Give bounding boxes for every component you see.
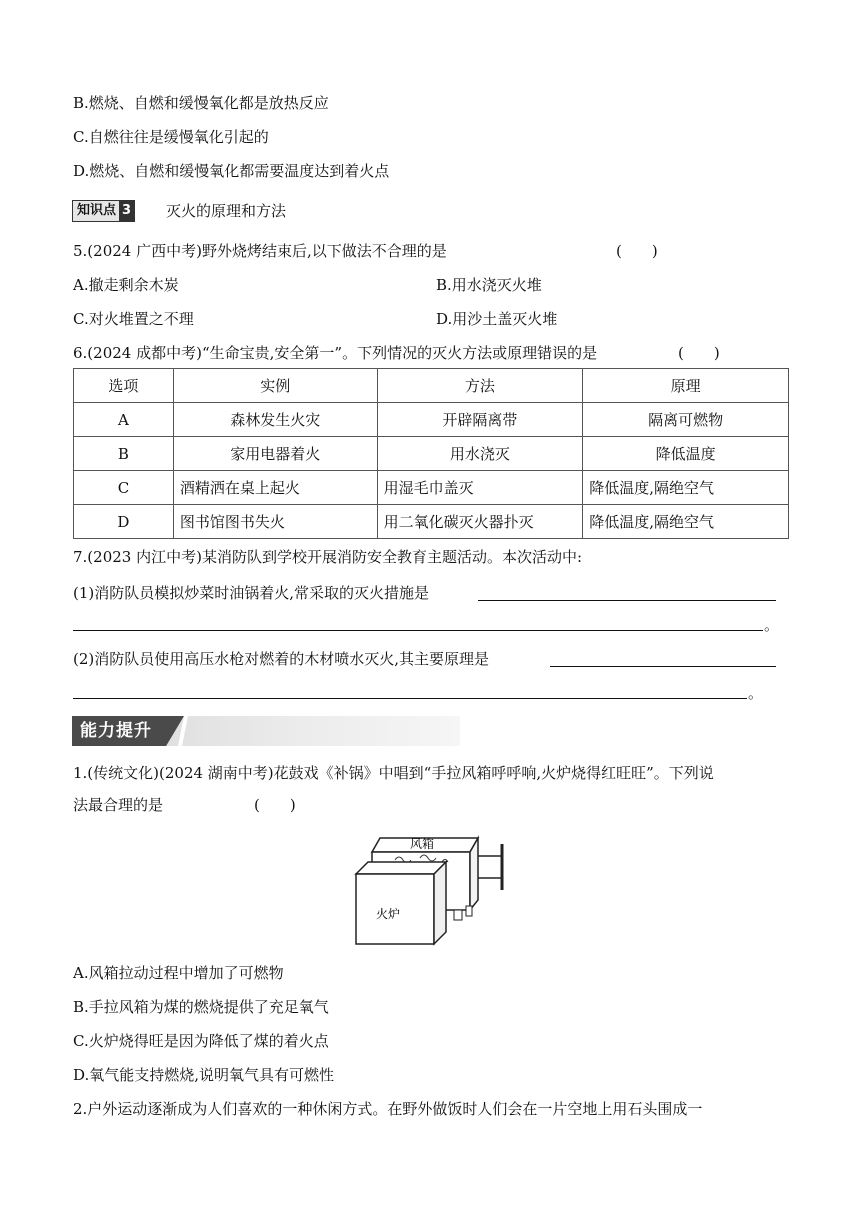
cell-option: D bbox=[74, 505, 174, 539]
cell-option: B bbox=[74, 437, 174, 471]
q7-part1-answer-line-2[interactable] bbox=[73, 630, 763, 631]
ab2-stem: 2.户外运动逐渐成为人们喜欢的一种休闲方式。在野外做饭时人们会在一片空地上用石头围成一 bbox=[73, 1100, 703, 1118]
table-row bbox=[74, 505, 789, 539]
cell-method: 用二氧化碳灭火器扑灭 bbox=[377, 505, 583, 539]
cell-example: 酒精洒在桌上起火 bbox=[173, 471, 377, 505]
ab1-stem-line-2: 法最合理的是 bbox=[73, 796, 164, 814]
q7-part1-answer-line-1[interactable] bbox=[478, 600, 776, 601]
cell-option: A bbox=[74, 403, 174, 437]
q7-part2-answer-line-1[interactable] bbox=[550, 666, 776, 667]
table-row bbox=[74, 437, 789, 471]
knowledge-point-number: 3 bbox=[119, 201, 134, 221]
knowledge-point-title: 灭火的原理和方法 bbox=[166, 202, 287, 220]
option-c: C.自燃往往是缓慢氧化引起的 bbox=[73, 128, 269, 146]
q7-part2-period: 。 bbox=[748, 684, 764, 702]
fire-methods-table bbox=[73, 368, 789, 539]
cell-example: 森林发生火灾 bbox=[173, 403, 377, 437]
ab1-option-b: B.手拉风箱为煤的燃烧提供了充足氧气 bbox=[73, 998, 329, 1016]
q5-option-b: B.用水浇灭火堆 bbox=[436, 276, 542, 294]
bellows-label: 风箱 bbox=[410, 837, 435, 851]
cell-principle: 降低温度 bbox=[583, 437, 789, 471]
furnace-label: 火炉 bbox=[376, 907, 401, 921]
header-principle: 原理 bbox=[583, 369, 789, 403]
q5-option-d: D.用沙土盖灭火堆 bbox=[436, 310, 558, 328]
option-d: D.燃烧、自燃和缓慢氧化都需要温度达到着火点 bbox=[73, 162, 390, 180]
cell-principle: 隔离可燃物 bbox=[583, 403, 789, 437]
cell-method: 用湿毛巾盖灭 bbox=[377, 471, 583, 505]
knowledge-point-badge bbox=[72, 200, 135, 222]
table-header-row bbox=[74, 369, 789, 403]
ab1-answer-paren: ( ) bbox=[254, 796, 296, 814]
q6-answer-paren: ( ) bbox=[678, 344, 720, 362]
ability-section-title: 能力提升 bbox=[80, 721, 152, 741]
cell-method: 开辟隔离带 bbox=[377, 403, 583, 437]
ab1-option-a: A.风箱拉动过程中增加了可燃物 bbox=[73, 964, 284, 982]
table-row bbox=[74, 471, 789, 505]
option-b: B.燃烧、自燃和缓慢氧化都是放热反应 bbox=[73, 94, 329, 112]
header-method: 方法 bbox=[377, 369, 583, 403]
q7-part2-answer-line-2[interactable] bbox=[73, 698, 747, 699]
q5-option-c: C.对火堆置之不理 bbox=[73, 310, 194, 328]
ab1-option-c: C.火炉烧得旺是因为降低了煤的着火点 bbox=[73, 1032, 329, 1050]
ab1-stem-line-1: 1.(传统文化)(2024 湖南中考)花鼓戏《补锅》中唱到“手拉风箱呼呼响,火炉烧得红旺旺”。下列说 bbox=[73, 764, 714, 782]
q5-answer-paren: ( ) bbox=[616, 242, 658, 260]
q6-stem: 6.(2024 成都中考)“生命宝贵,安全第一”。下列情况的灭火方法或原理错误的是 bbox=[73, 344, 598, 362]
bellows-furnace-drawing bbox=[350, 830, 520, 950]
q5-stem: 5.(2024 广西中考)野外烧烤结束后,以下做法不合理的是 bbox=[73, 242, 447, 260]
cell-principle: 降低温度,隔绝空气 bbox=[583, 471, 789, 505]
cell-option: C bbox=[74, 471, 174, 505]
q7-part2: (2)消防队员使用高压水枪对燃着的木材喷水灭火,其主要原理是 bbox=[73, 650, 490, 668]
cell-method: 用水浇灭 bbox=[377, 437, 583, 471]
ab1-option-d: D.氧气能支持燃烧,说明氧气具有可燃性 bbox=[73, 1066, 335, 1084]
q5-option-a: A.撤走剩余木炭 bbox=[73, 276, 179, 294]
table-row bbox=[74, 403, 789, 437]
q7-part1-period: 。 bbox=[764, 616, 780, 634]
header-option: 选项 bbox=[74, 369, 174, 403]
q7-stem: 7.(2023 内江中考)某消防队到学校开展消防安全教育主题活动。本次活动中: bbox=[73, 548, 583, 566]
bellows-furnace-figure bbox=[350, 830, 520, 950]
cell-example: 图书馆图书失火 bbox=[173, 505, 377, 539]
cell-principle: 降低温度,隔绝空气 bbox=[583, 505, 789, 539]
q7-part1: (1)消防队员模拟炒菜时油锅着火,常采取的灭火措施是 bbox=[73, 584, 430, 602]
cell-example: 家用电器着火 bbox=[173, 437, 377, 471]
knowledge-point-label: 知识点 bbox=[77, 203, 117, 218]
header-example: 实例 bbox=[173, 369, 377, 403]
